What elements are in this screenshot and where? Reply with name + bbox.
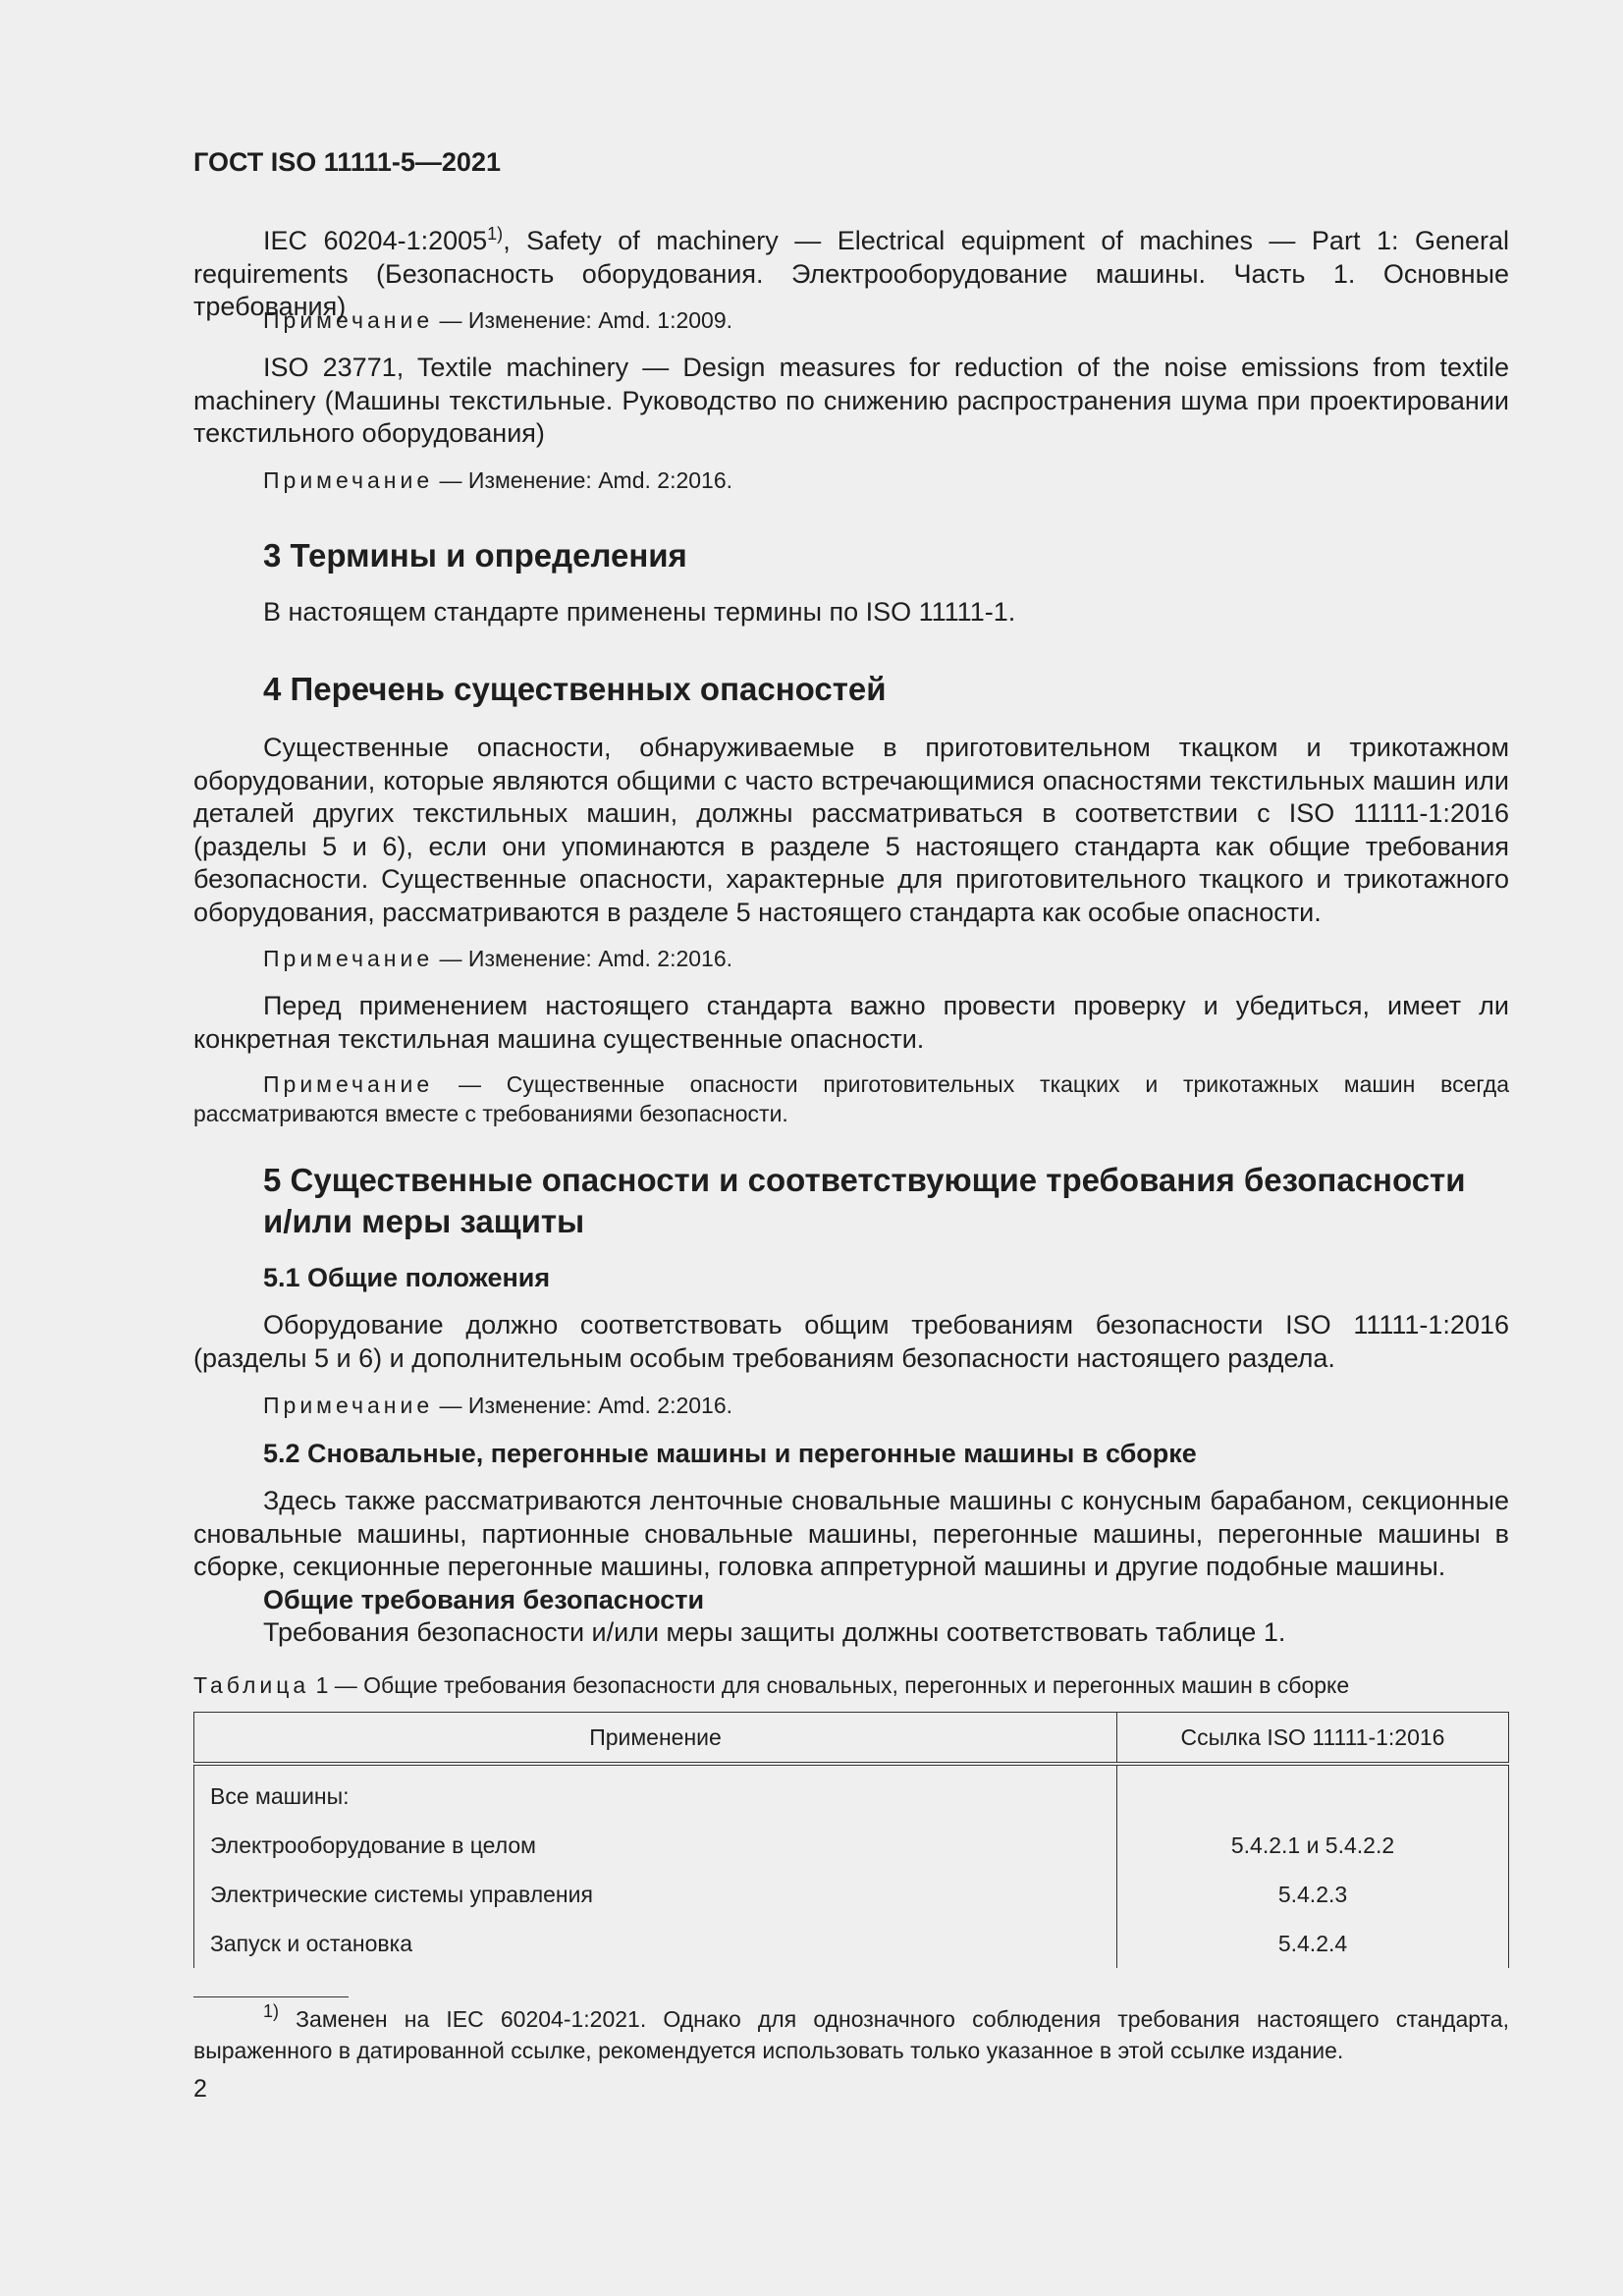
note-label: Примечание [263, 307, 434, 333]
section-5-title [263, 1160, 1520, 1242]
table-cell: 5.4.2.3 [1117, 1870, 1509, 1919]
section-4-paragraph-1: Существенные опасности, обнаруживаемые в приготовительном ткацком и трикотажном оборудовании, которые являются общими с часто встречающимися опасностями текстильных машин или деталей других текстильных машин, должны рассматриваться в соответствии с ISO 11111-1:2016 (разделы 5 и 6), если они упоминаются в разделе 5 настоящего стандарта как общие требования безопасности. Существенные опасности, характерные для приготовительного ткацкого и трикотажного оборудования, рассматриваются в разделе 5 настоящего стандарта как особые опасности. [193, 733, 1509, 927]
note-label: Примечание [263, 946, 434, 971]
table-header-row [194, 1713, 1509, 1765]
column-header-application: Применение [194, 1713, 1117, 1765]
section-5-1-title: 5.1 Общие положения [263, 1263, 551, 1292]
table-cell: Электрические системы управления [194, 1870, 1117, 1919]
table-cell: 5.4.2.4 [1117, 1919, 1509, 1968]
footnote-marker: 1) [263, 2001, 280, 2021]
table-row [194, 1764, 1509, 1821]
section-3-text: В настоящем стандарте применены термины по ISO 11111-1. [263, 597, 1016, 627]
table-caption [193, 1672, 1349, 1699]
table-caption-text: 1 — Общие требования безопасности для сновальных, перегонных и перегонных машин в сборке [309, 1672, 1350, 1698]
note-text: — Изменение: Amd. 2:2016. [433, 467, 733, 493]
ref-rest: , Safety of machinery — Electrical equipment of machines — Part 1: General requirements (Безопасность оборудования. Электрооборудование машины. Часть 1. Основные требования) [193, 226, 1510, 321]
note-label: Примечание [263, 467, 434, 493]
section-4-title: 4 Перечень существенных опасностей [263, 671, 887, 707]
note-5 [193, 1391, 1509, 1420]
note-label: Примечание [263, 1071, 434, 1097]
table-cell: Запуск и остановка [194, 1919, 1117, 1968]
footnote-marker: 1) [487, 224, 504, 244]
column-header-reference: Ссылка ISO 11111-1:2016 [1117, 1713, 1509, 1765]
table-row [194, 1870, 1509, 1919]
footnote [193, 2003, 1509, 2066]
section-4-paragraph-2: Перед применением настоящего стандарта важно провести проверку и убедиться, имеет ли конкретная текстильная машина существенные опасности. [193, 991, 1509, 1054]
note-text: — Изменение: Amd. 2:2016. [433, 946, 733, 971]
ref-lead: IEC 60204-1:2005 [263, 226, 488, 255]
note-2 [193, 465, 1509, 495]
footnote-divider [193, 1996, 349, 1997]
table-cell [1117, 1764, 1509, 1821]
note-4 [193, 1069, 1509, 1128]
section-5-2-text: Здесь также рассматриваются ленточные сновальные машины с конусным барабаном, секционные сновальные машины, партионные сновальные машины, перегонные машины, перегонные машины в сборке, секционные перегонные машины, головка аппретурной машины и другие подобные машины. [193, 1486, 1509, 1581]
general-requirements-text: Требования безопасности и/или меры защиты должны соответствовать таблице 1. [263, 1617, 1286, 1647]
note-text: — Изменение: Amd. 2:2016. [433, 1393, 733, 1418]
note-text: — Существенные опасности приготовительных ткацких и трикотажных машин всегда рассматриваются вместе с требованиями безопасности. [193, 1071, 1509, 1126]
note-text: — Изменение: Amd. 1:2009. [433, 307, 733, 333]
section-5-1-text: Оборудование должно соответствовать общим требованиям безопасности ISO 11111-1:2016 (разделы 5 и 6) и дополнительным особым требованиям безопасности настоящего раздела. [193, 1310, 1509, 1373]
reference-iso-23771: ISO 23771, Textile machinery — Design measures for reduction of the noise emissions from textile machinery (Машины текстильные. Руководство по снижению распространения шума при проектировании текстильного оборудования) [193, 353, 1509, 448]
safety-requirements-table [193, 1712, 1509, 1968]
footnote-text: Заменен на IEC 60204-1:2021. Однако для однозначного соблюдения требования настоящего стандарта, выраженного в датированной ссылке, рекомендуется использовать только указанное в этой ссылке издание. [193, 2006, 1509, 2063]
table-cell: Все машины: [194, 1764, 1117, 1821]
page-number: 2 [193, 2075, 207, 2103]
table-row [194, 1919, 1509, 1968]
note-label: Примечание [263, 1393, 434, 1418]
section-5-2-title: 5.2 Сновальные, перегонные машины и перегонные машины в сборке [263, 1439, 1197, 1468]
general-requirements-title: Общие требования безопасности [263, 1585, 705, 1614]
section-5-title-line-1: 5 Существенные опасности и соответствующие требования безопасности [263, 1162, 1466, 1198]
table-cell: 5.4.2.1 и 5.4.2.2 [1117, 1821, 1509, 1870]
table-row [194, 1821, 1509, 1870]
section-3-title: 3 Термины и определения [263, 537, 687, 574]
note-3 [193, 944, 1509, 973]
table-cell: Электрооборудование в целом [194, 1821, 1117, 1870]
section-5-title-line-2: и/или меры защиты [263, 1203, 585, 1239]
document-header: ГОСТ ISO 11111-5—2021 [193, 147, 501, 177]
table-label: Таблица [193, 1672, 310, 1698]
note-1 [193, 305, 1509, 335]
